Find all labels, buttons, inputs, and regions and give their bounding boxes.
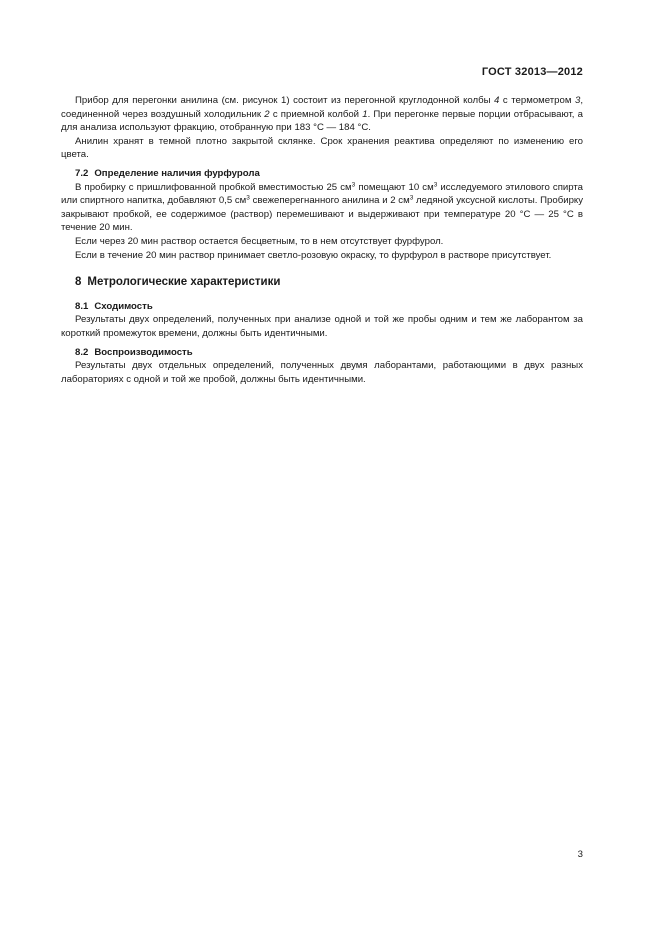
superscript: 3 [409,194,414,202]
paragraph-repeatability: Результаты двух определений, полученных при анализе одной и той же пробы одним и тем же лаборантом за короткий промежуток времени, должны быть идентичными. [61,314,583,339]
text-fragment: с приемной колбой [269,108,363,120]
text-fragment: свежеперегнанного анилина и 2 см [249,195,410,207]
paragraph-pink-result: Если в течение 20 мин раствор принимает светло-розовую окраску, то фурфурол в растворе присутствует. [75,249,552,261]
text-fragment: исследуемого этилового спирта или спиртного напитка, добавляют 0,5 см [61,181,584,207]
section-heading-8-2 [61,346,583,360]
text-fragment: , соединенной через воздушный холодильник [61,95,583,120]
section-number: 8 [75,276,82,289]
ref-number: 3 [574,95,581,106]
page-number: 3 [577,849,583,860]
section-title: Определение наличия фурфурола [94,167,260,179]
section-heading-8-1 [61,300,583,314]
section-number: 7.2 [75,167,89,179]
section-heading-7-2 [61,167,583,181]
ref-number: 2 [264,108,270,120]
superscript: 3 [246,194,250,202]
section-title: Метрологические характеристики [87,276,281,289]
paragraph-aniline-storage: Анилин хранят в темной плотно закрытой склянке. Срок хранения реактива определяют по изменению его цвета. [61,135,583,161]
section-title: Воспроизводимость [94,346,193,358]
superscript: 3 [433,181,438,189]
paragraph-distillation-apparatus [61,94,583,135]
section-heading-8 [61,276,583,290]
document-body [61,94,583,386]
section-number: 8.2 [75,346,89,358]
section-number: 8.1 [75,300,89,312]
section-title: Сходимость [94,300,153,312]
text-fragment: Прибор для перегонки анилина (см. рисунок 1) состоит из перегонной круглодонной колбы [75,95,495,106]
text-fragment: ледяной уксусной кислоты. Пробирку закрывают пробкой, ее содержимое (раствор) перемешивают и выдерживают при температуре 20 °С — 25 °С в течение 20 мин. [61,195,584,234]
ref-number: 4 [494,95,500,106]
text-fragment: помещают 10 см [355,181,434,193]
text-fragment: . При перегонке первые порции отбрасывают, а для анализа используют фракцию, отобранную при 183 °С — 184 °С. [61,108,583,134]
paragraph-reproducibility: Результаты двух отдельных определений, полученных двумя лаборантами, работающими в двух разных лабораториях с одной и той же пробой, должны быть идентичными. [61,360,583,385]
document-code: ГОСТ 32013—2012 [481,66,583,78]
text-fragment: В пробирку с пришлифованной пробкой вместимостью 25 см [75,181,352,193]
ref-number: 1 [362,108,368,120]
text-fragment: с термометром [499,95,575,106]
paragraph-colorless-result: Если через 20 мин раствор остается бесцветным, то в нем отсутствует фурфурол. [75,235,444,247]
superscript: 3 [351,181,356,189]
paragraph-furfural-procedure [61,181,583,235]
